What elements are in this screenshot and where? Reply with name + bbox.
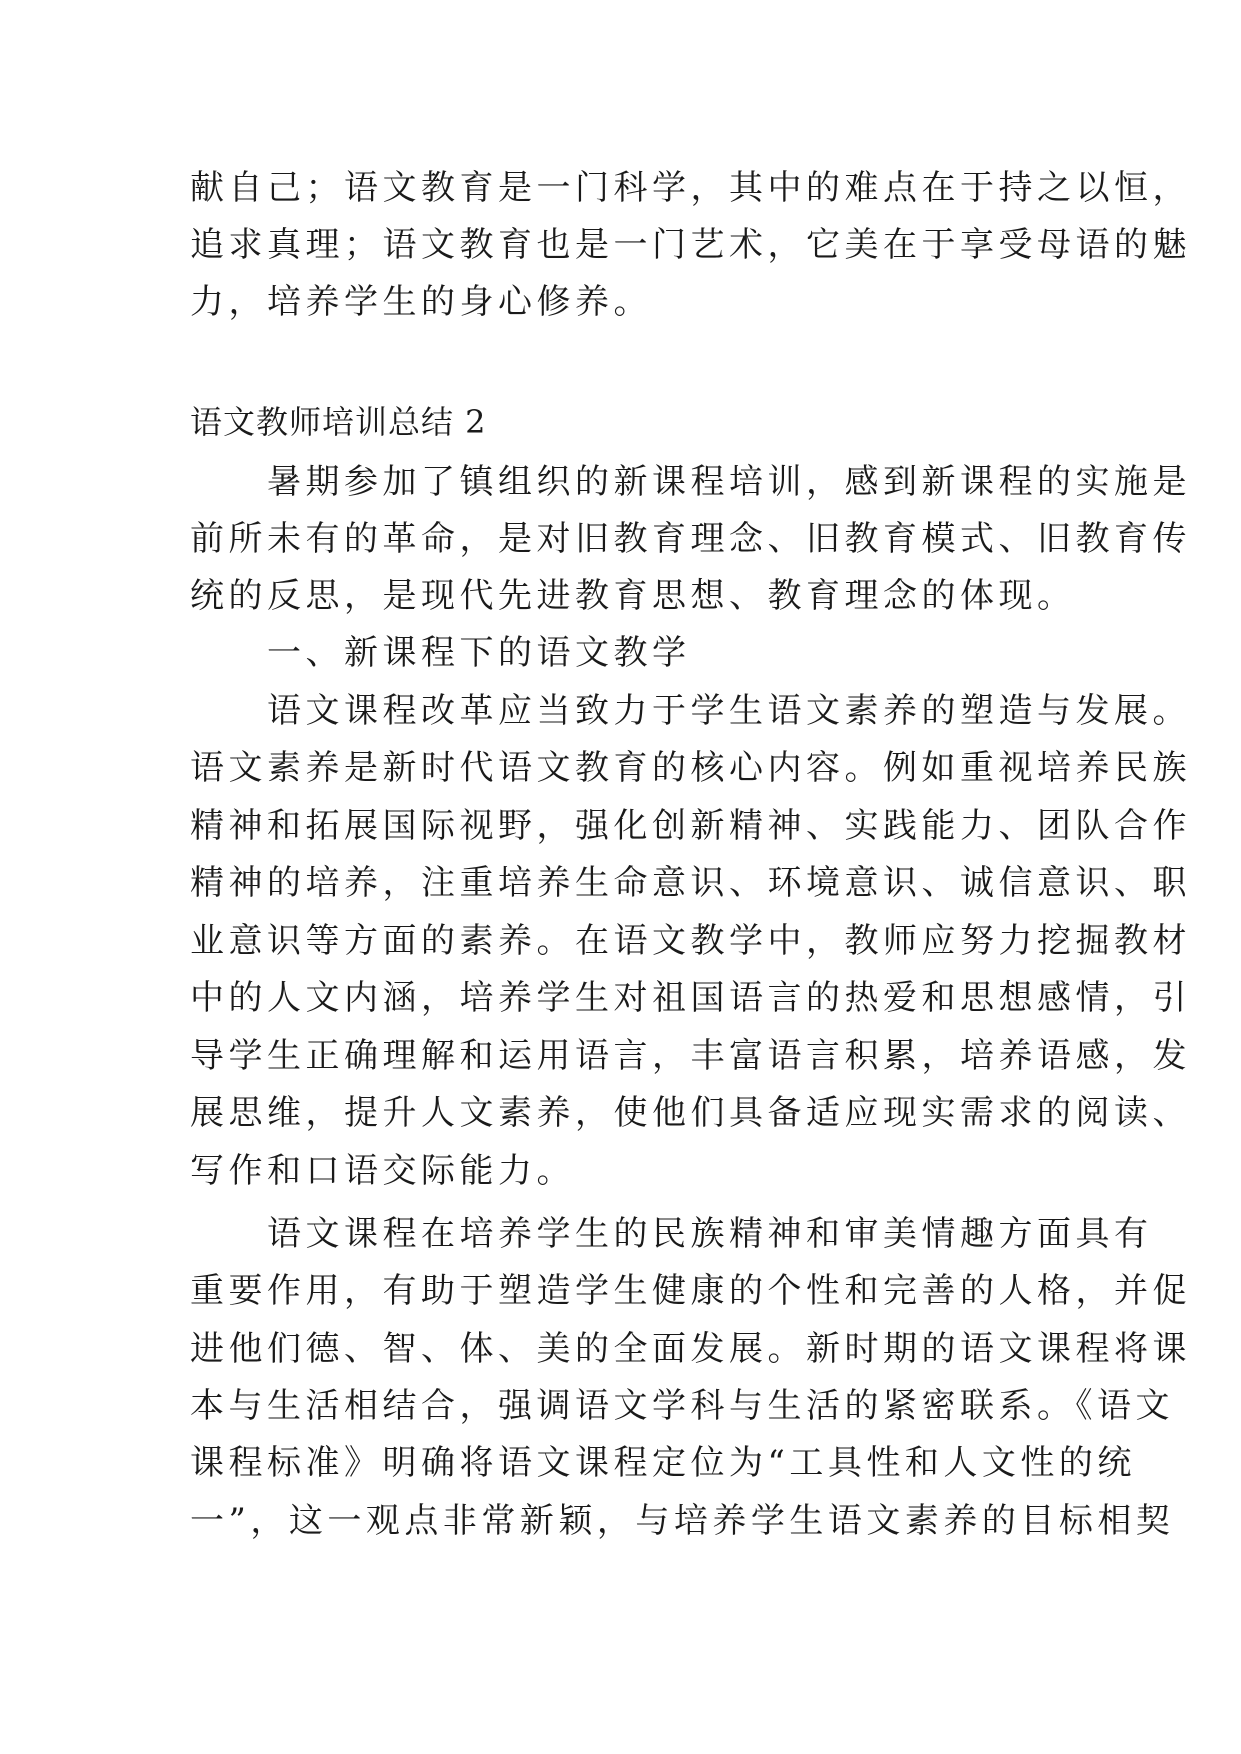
text-line: 语文课程在培养学生的民族精神和审美情趣方面具有 (190, 1214, 1153, 1254)
text-line: 导学生正确理解和运用语言，丰富语言积累，培养语感，发 (190, 1036, 1191, 1076)
text-line: 展思维，提升人文素养，使他们具备适应现实需求的阅读、 (190, 1093, 1191, 1133)
text-line: 语文素养是新时代语文教育的核心内容。例如重视培养民族 (190, 748, 1191, 788)
section-heading: 语文教师培训总结 2 (190, 403, 487, 441)
text-line: 语文课程改革应当致力于学生语文素养的塑造与发展。 (190, 691, 1191, 731)
text-line: 精神和拓展国际视野，强化创新精神、实践能力、团队合作 (190, 806, 1191, 846)
text-line: 业意识等方面的素养。在语文教学中，教师应努力挖掘教材 (190, 921, 1191, 961)
text-line: 献自己；语文教育是一门科学，其中的难点在于持之以恒， (190, 168, 1191, 208)
text-line: 一”，这一观点非常新颖，与培养学生语文素养的目标相契 (190, 1501, 1175, 1541)
subheading: 一、新课程下的语文教学 (190, 633, 691, 673)
text-line: 本与生活相结合，强调语文学科与生活的紧密联系。《语文 (190, 1386, 1174, 1426)
text-line: 写作和口语交际能力。 (190, 1151, 575, 1191)
text-line: 进他们德、智、体、美的全面发展。新时期的语文课程将课 (190, 1329, 1191, 1369)
text-line: 重要作用，有助于塑造学生健康的个性和完善的人格，并促 (190, 1271, 1191, 1311)
text-line: 暑期参加了镇组织的新课程培训，感到新课程的实施是 (190, 462, 1191, 502)
text-line: 追求真理；语文教育也是一门艺术，它美在于享受母语的魅 (190, 225, 1191, 265)
text-line: 前所未有的革命，是对旧教育理念、旧教育模式、旧教育传 (190, 519, 1191, 559)
text-line: 统的反思，是现代先进教育思想、教育理念的体现。 (190, 576, 1076, 616)
text-line: 精神的培养，注重培养生命意识、环境意识、诚信意识、职 (190, 863, 1191, 903)
text-line: 课程标准》明确将语文课程定位为“工具性和人文性的统 (190, 1443, 1136, 1483)
text-line: 力，培养学生的身心修养。 (190, 282, 652, 322)
text-line: 中的人文内涵，培养学生对祖国语言的热爱和思想感情，引 (190, 978, 1191, 1018)
